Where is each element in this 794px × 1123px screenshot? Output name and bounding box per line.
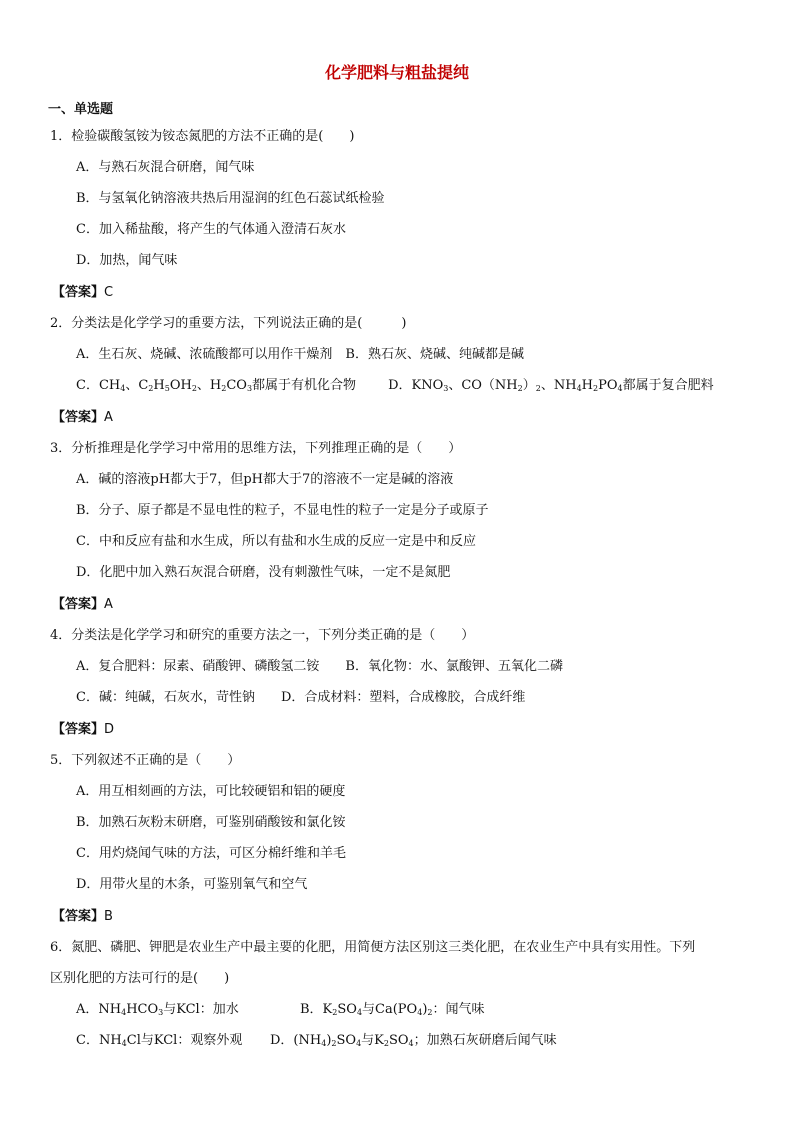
answer-label: 【答案】 (52, 285, 105, 300)
question-6-option-c: C．$NH_4Cl$与KCl：观察外观 (76, 1033, 243, 1048)
question-4-options-ab: A．复合肥料：尿素、硝酸钾、磷酸氢二铵 B．氧化物：水、氯酸钾、五氧化二磷 (76, 659, 563, 674)
question-6-options-cd (76, 1032, 557, 1050)
section-heading: 一、单选题 (48, 102, 114, 117)
question-1-option-a: A．与熟石灰混合研磨，闻气味 (76, 160, 255, 175)
question-5-option-a: A．用互相刻画的方法，可比较硬铝和铝的硬度 (76, 784, 346, 799)
question-5-option-d: D．用带火星的木条，可鉴别氧气和空气 (76, 877, 308, 892)
question-3-answer (52, 596, 113, 614)
answer-value: D (104, 722, 115, 737)
question-3-option-b: B．分子、原子都是不显电性的粒子，不显电性的粒子一定是分子或原子 (76, 503, 489, 518)
answer-label: 【答案】 (52, 909, 105, 924)
question-2-answer (52, 409, 113, 427)
question-3-option-a: A．碱的溶液pH都大于7，但pH都大于7的溶液不一定是碱的溶液 (76, 472, 454, 487)
question-6-options-ab (76, 1001, 485, 1019)
question-1-option-b: B．与氢氧化钠溶液共热后用湿润的红色石蕊试纸检验 (76, 191, 385, 206)
question-6-stem-line-1: 6．氮肥、磷肥、钾肥是农业生产中最主要的化肥，用简便方法区别这三类化肥，在农业生产中具有实用性。下列 (50, 940, 696, 955)
question-5-answer (52, 908, 113, 926)
question-3-option-c: C．中和反应有盐和水生成，所以有盐和水生成的反应一定是中和反应 (76, 534, 476, 549)
answer-value: C (104, 285, 114, 300)
document-title: 化学肥料与粗盐提纯 (324, 63, 469, 82)
question-6-option-a: A．$NH_4HCO_3$与KCl：加水 (76, 1002, 239, 1017)
question-3-stem: 3．分析推理是化学学习中常用的思维方法，下列推理正确的是（ ） (50, 441, 462, 456)
question-6-stem-line-2: 区别化肥的方法可行的是( ) (50, 971, 230, 986)
question-4-options-cd: C．碱：纯碱，石灰水，苛性钠 D．合成材料：塑料，合成橡胶，合成纤维 (76, 690, 526, 705)
answer-label: 【答案】 (52, 410, 105, 425)
question-2-options-cd (76, 377, 714, 395)
question-1-option-c: C．加入稀盐酸，将产生的气体通入澄清石灰水 (76, 222, 346, 237)
question-1-stem: 1．检验碳酸氢铵为铵态氮肥的方法不正确的是( ) (50, 129, 355, 144)
question-2-option-c: C．$CH_4$、$C_2H_5OH_2$、$H_2CO_3$都属于有机化合物 (76, 378, 357, 393)
question-6-option-d: D．$(NH_4)_2SO_4$与$K_2SO_4$；加熟石灰研磨后闻气味 (270, 1033, 557, 1048)
answer-label: 【答案】 (52, 722, 105, 737)
question-1-option-d: D．加热，闻气味 (76, 253, 178, 268)
question-2-option-d: D．$KNO_3$、$CO(NH_2)_2$、$NH_4H_2PO_4$都属于复合肥料 (388, 378, 714, 393)
answer-label: 【答案】 (52, 597, 105, 612)
answer-value: B (104, 909, 113, 924)
question-4-stem: 4．分类法是化学学习和研究的重要方法之一，下列分类正确的是（ ） (50, 628, 475, 643)
question-2-options-ab: A．生石灰、烧碱、浓硫酸都可以用作干燥剂 B．熟石灰、烧碱、纯碱都是碱 (76, 347, 524, 362)
answer-value: A (104, 410, 113, 425)
question-5-option-b: B．加熟石灰粉末研磨，可鉴别硝酸铵和氯化铵 (76, 815, 346, 830)
question-3-option-d: D．化肥中加入熟石灰混合研磨，没有刺激性气味，一定不是氮肥 (76, 565, 451, 580)
answer-value: A (104, 597, 113, 612)
question-4-answer (52, 721, 114, 739)
question-6-option-b: B．$K_2SO_4$与$Ca(PO_4)_2$：闻气味 (300, 1002, 485, 1017)
question-2-stem: 2．分类法是化学学习的重要方法，下列说法正确的是( ) (50, 316, 407, 331)
question-5-stem: 5．下列叙述不正确的是（ ） (50, 753, 241, 768)
question-5-option-c: C．用灼烧闻气味的方法，可区分棉纤维和羊毛 (76, 846, 346, 861)
question-1-answer (52, 284, 113, 302)
